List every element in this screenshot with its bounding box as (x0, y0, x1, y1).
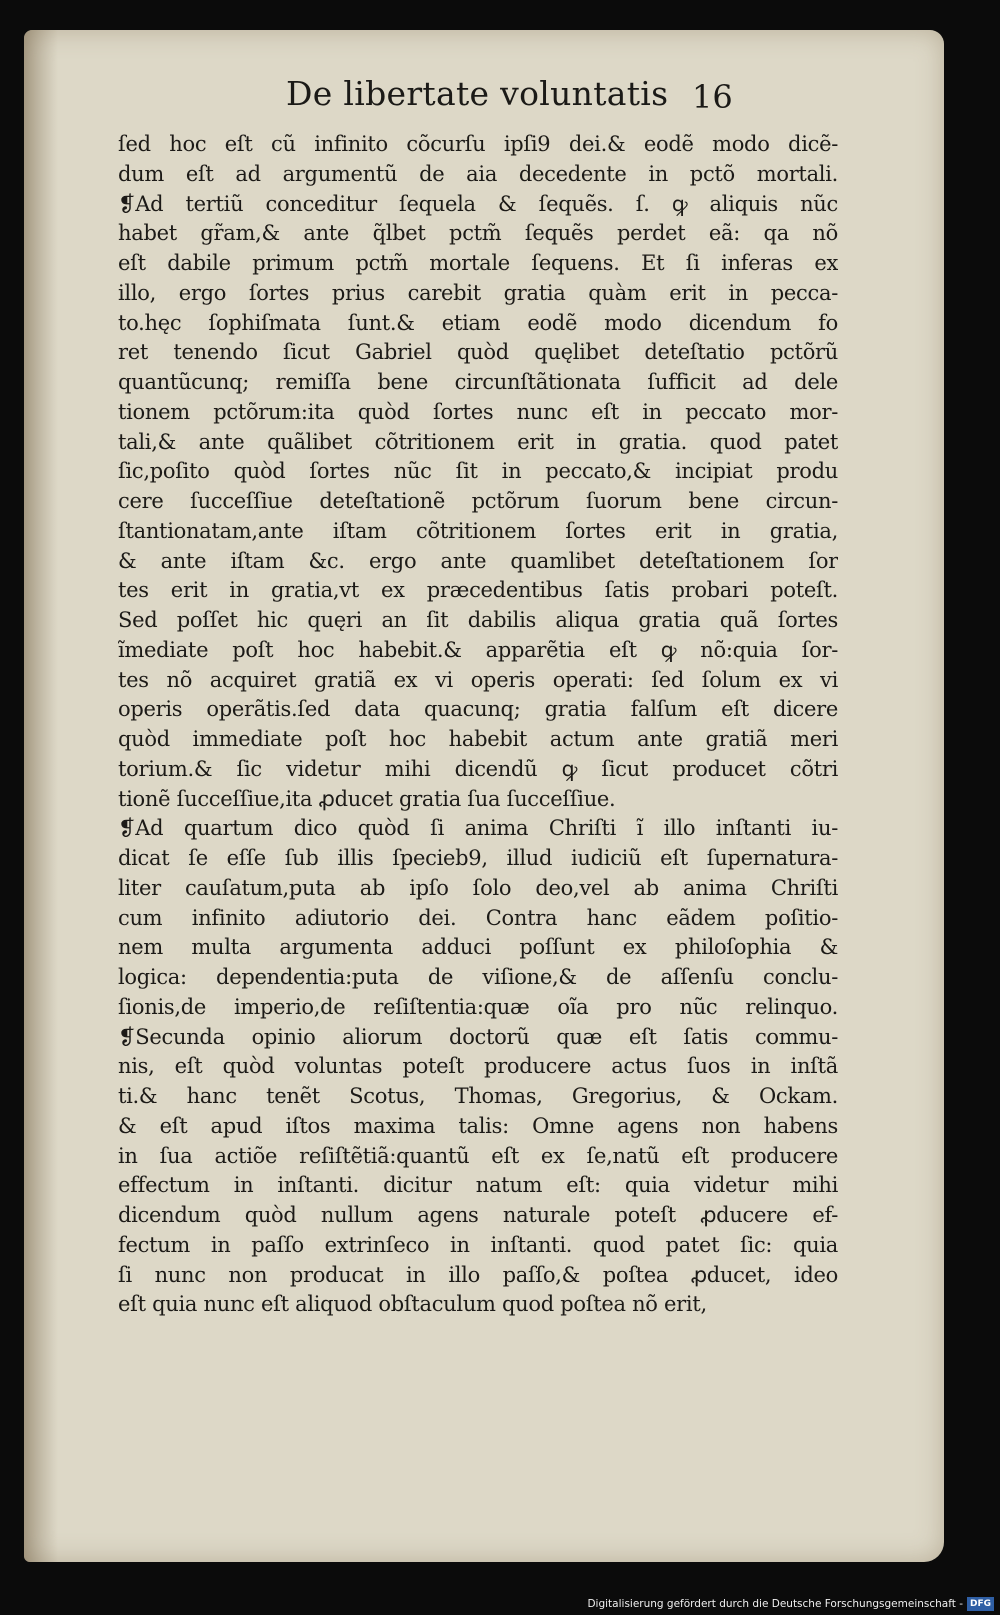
text-line: effectum in inſtanti. dicitur natum eſt: quia videtur mihi (118, 1173, 838, 1198)
text-line: fectum in paſſo extrinſeco in inſtanti. quod patet ſic: quia (118, 1232, 838, 1257)
text-line: habet gr̃am,& ante q̃lbet pctm̃ ſequẽs perdet eã: qa nõ (118, 221, 838, 246)
text-line: logica: dependentia:puta de viſione,& de aſſenſu conclu- (118, 965, 838, 989)
text-line: ti.& hanc tenẽt Scotus, Thomas, Gregorius, & Ockam. (118, 1084, 838, 1108)
book-page (24, 30, 944, 1562)
text-line: & ante iſtam &c. ergo ante quamlibet deteſtationem ſor (118, 548, 838, 573)
text-line: torium.& ſic videtur mihi dicendũ ꝙ ſicut producet cõtri (118, 756, 838, 781)
text-line: tes erit in gratia,vt ex præcedentibus ſatis probari poteſt. (118, 578, 838, 603)
text-line: ſi nunc non producat in illo paſſo,& poſtea ꝓducet, ideo (118, 1262, 838, 1287)
text-line: nem multa argumenta adduci poſſunt ex philoſophia & (118, 935, 838, 960)
text-line: tes nõ acquiret gratiã ex vi operis operati: ſed ſolum ex vi (118, 667, 838, 692)
body-text (118, 130, 838, 1320)
text-line: Sed poſſet hic quęri an ſit dabilis aliqua gratia quã ſortes (118, 608, 838, 632)
text-line: tionem pctõrum:ita quòd ſortes nunc eſt in peccato mor- (118, 399, 838, 424)
text-line: ❡Secunda opinio aliorum doctorũ quæ eſt ſatis commu- (118, 1024, 838, 1049)
text-line: operis operãtis.ſed data quacunq; gratia falſum eſt dicere (118, 697, 838, 722)
text-line: ❡Ad tertiũ conceditur ſequela & ſequẽs. ſ. ꝙ aliquis nũc (118, 191, 838, 216)
page-number: 16 (692, 78, 733, 116)
text-line: tionẽ ſucceſſiue,ita ꝓducet gratia ſua ſucceſſiue. (118, 786, 616, 811)
text-line: quantũcunq; remiſſa bene circunſtãtionata ſufficit ad dele (118, 370, 838, 394)
dfg-logo: DFG (967, 1597, 994, 1611)
text-line: dicat ſe eſſe ſub illis ſpecieb9, illud iudiciũ eſt ſupernatura- (118, 846, 838, 870)
text-line: to.hęc ſophiſmata ſunt.& etiam eodẽ modo dicendum fo (118, 310, 838, 335)
text-line: dicendum quòd nullum agens naturale poteſt ꝓducere ef- (118, 1203, 838, 1227)
text-line: ſtantionatam,ante iſtam cõtritionem ſortes erit in gratia, (118, 518, 838, 543)
text-line: ſionis,de imperio,de reſiſtentia:quæ oĩa pro nũc relinquo. (118, 994, 838, 1019)
text-line: in ſua actiõe reſiſtẽtiã:quantũ eſt ex ſe,natũ eſt producere (118, 1143, 838, 1168)
text-line: tali,& ante quãlibet cõtritionem erit in gratia. quod patet (118, 429, 838, 454)
text-line: ſed hoc eſt cũ infinito cõcurſu ipſi9 dei.& eodẽ modo dicẽ- (118, 132, 838, 156)
text-line: dum eſt ad argumentũ de aia decedente in pctõ mortali. (118, 161, 838, 186)
text-line: ĩmediate poſt hoc habebit.& apparẽtia eſt ꝙ nõ:quia ſor- (118, 637, 838, 662)
text-line: & eſt apud iſtos maxima talis: Omne agens non habens (118, 1113, 838, 1138)
text-line: liter cauſatum,puta ab ipſo ſolo deo,vel ab anima Chriſti (118, 875, 838, 900)
digitization-credit (587, 1597, 994, 1611)
text-line: eſt dabile primum pctm̃ mortale ſequens. Et ſi inferas ex (118, 251, 838, 275)
text-line: ſic,poſito quòd ſortes nũc ſit in peccato,& incipiat produ (118, 459, 838, 484)
text-line: ret tenendo ſicut Gabriel quòd quęlibet deteſtatio pctõrũ (118, 340, 838, 365)
text-line: eſt quia nunc eſt aliquod obſtaculum quod poſtea nõ erit, (118, 1292, 707, 1317)
running-head: De libertate voluntatis (286, 74, 669, 113)
text-line: nis, eſt quòd voluntas poteſt producere actus ſuos in inſtã (118, 1054, 838, 1079)
text-line: ❡Ad quartum dico quòd ſi anima Chriſti ĩ illo inſtanti iu- (118, 816, 838, 841)
text-line: illo, ergo ſortes prius carebit gratia quàm erit in pecca- (118, 280, 838, 305)
text-line: quòd immediate poſt hoc habebit actum ante gratiã meri (118, 727, 838, 751)
text-line: cum infinito adiutorio dei. Contra hanc eãdem poſitio- (118, 905, 838, 930)
credit-text: Digitalisierung gefördert durch die Deutsche Forschungsgemeinschaft - (587, 1598, 963, 1610)
page-gutter-shadow (24, 30, 58, 1562)
text-line: cere ſucceſſiue deteſtationẽ pctõrum ſuorum bene circun- (118, 489, 838, 513)
